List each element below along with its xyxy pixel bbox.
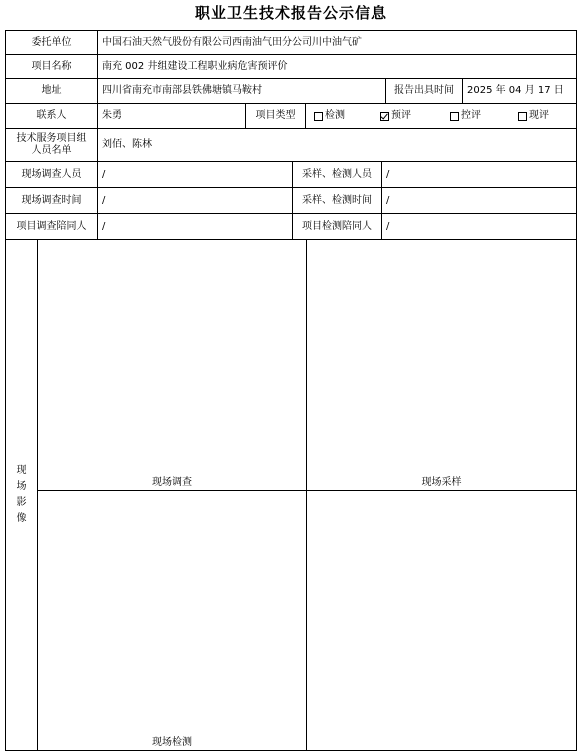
survey-escort-value: / [97,213,293,240]
site-images-label: 现 场 影 像 [5,239,38,751]
testing-escort-value: / [381,213,577,240]
team-label: 技术服务项目组人员名单 [5,128,98,162]
survey-escort-label: 项目调查陪同人 [5,213,98,240]
checkbox-checked-icon [380,112,389,121]
sampling-time-value: / [381,187,577,214]
sampling-staff-value: / [381,161,577,188]
survey-time-label: 现场调查时间 [5,187,98,214]
site-sampling-caption: 现场采样 [421,477,462,488]
checkbox-icon [314,112,323,121]
sampling-time-label: 采样、检测时间 [292,187,382,214]
site-sampling-photo-area [306,239,577,491]
project-type-option-pre-evaluation[interactable]: 预评 [380,110,450,122]
contact-value: 朱勇 [97,103,246,129]
site-survey-caption: 现场调查 [152,477,192,488]
site-testing-caption: 现场检测 [152,737,192,748]
survey-staff-value: / [97,161,293,188]
checkbox-icon [518,112,527,121]
site-testing-photo-area [37,490,307,751]
contact-label: 联系人 [5,103,98,129]
survey-staff-label: 现场调查人员 [5,161,98,188]
sampling-staff-label: 采样、检测人员 [292,161,382,188]
checkbox-icon [450,112,459,121]
project-type-label: 项目类型 [245,103,306,129]
testing-escort-label: 项目检测陪同人 [292,213,382,240]
address-value: 四川省南充市南部县铁佛塘镇马鞍村 [97,78,386,104]
project-type-option-control-evaluation[interactable]: 控评 [450,110,518,122]
survey-time-value: / [97,187,293,214]
project-name-label: 项目名称 [5,54,98,79]
report-date-label: 报告出具时间 [385,78,463,104]
page-title: 职业卫生技术报告公示信息 [194,4,387,22]
project-name-value: 南充 002 井组建设工程职业病危害预评价 [97,54,577,79]
address-label: 地址 [5,78,98,104]
blank-photo-area [306,490,577,751]
site-survey-photo-area [37,239,307,491]
report-date-value: 2025 年 04 月 17 日 [462,78,577,104]
project-type-option-current-evaluation[interactable]: 现评 [518,110,549,122]
team-value: 刘佰、陈林 [97,128,577,162]
project-type-options [305,103,577,129]
client-label: 委托单位 [5,30,98,55]
client-value: 中国石油天然气股份有限公司西南油气田分公司川中油气矿 [97,30,577,55]
project-type-option-testing[interactable]: 检测 [314,110,380,122]
